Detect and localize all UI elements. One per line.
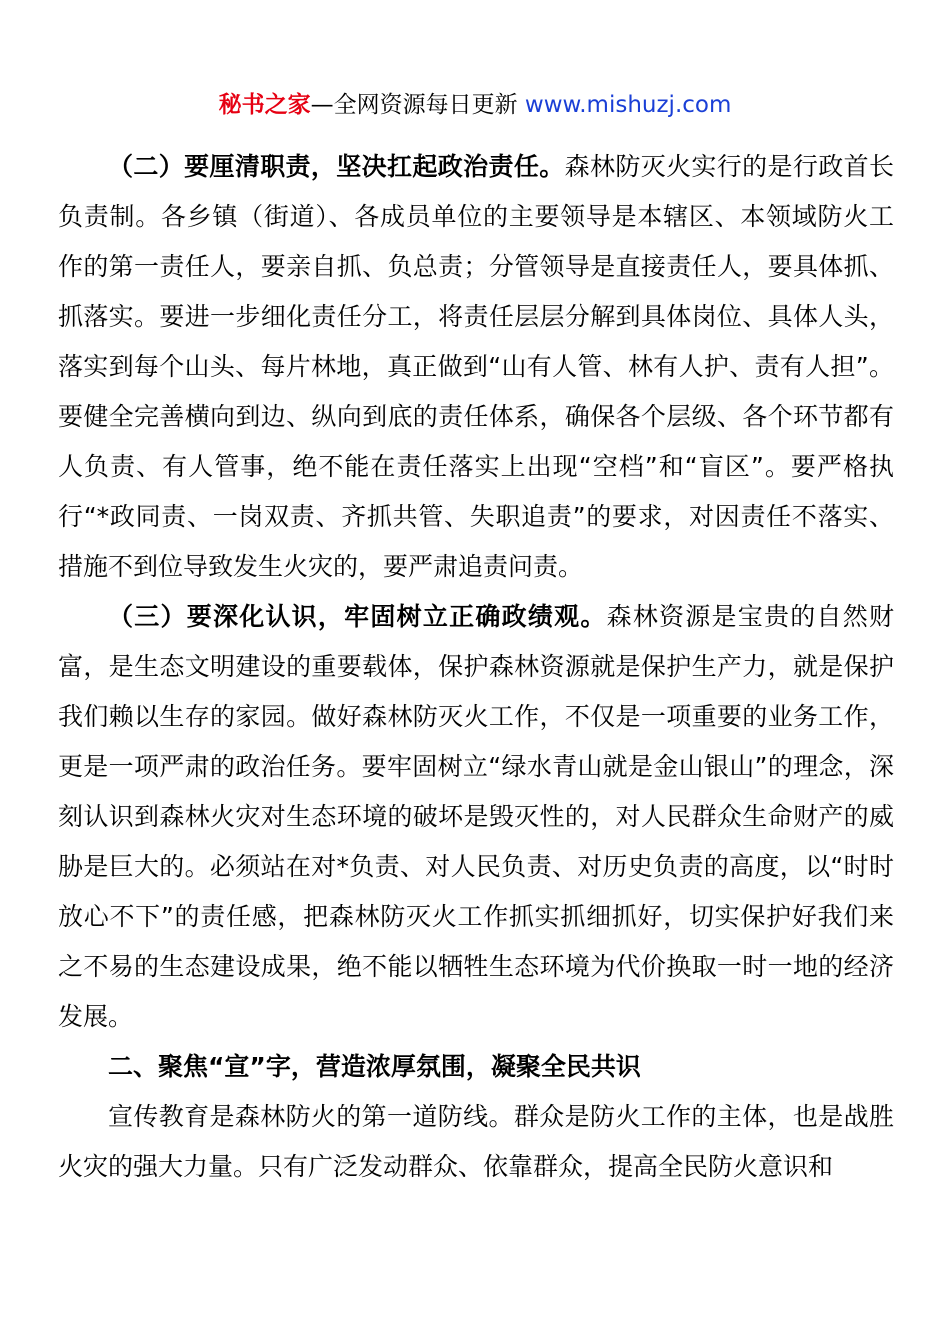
paragraph-text: 森林资源是宝贵的自然财富，是生态文明建设的重要载体，保护森林资源就是保护生产力，就是保护我们赖以生存的家园。做好森林防灭火工作，不仅是一项重要的业务工作，更是一项严肃的政治任务。要牢固树立“绿水青山就是金山银山”的理念，深刻认识到森林火灾对生态环境的破坏是毁灭性的，对人民群众生命财产的威胁是巨大的。必须站在对*负责、对人民负责、对历史负责的高度，以“时时放心不下”的责任感，把森林防灭火工作抓实抓细抓好，切实保护好我们来之不易的生态建设成果，绝不能以牺牲生态环境为代价换取一时一地的经济发展。 [58, 602, 894, 1031]
paragraph-lead: （二）要厘清职责，坚决扛起政治责任。 [108, 152, 565, 181]
paragraph-lead: （三）要深化认识，牢固树立正确政绩观。 [108, 602, 607, 631]
paragraph-responsibility [58, 142, 894, 592]
document-body [58, 142, 894, 1192]
site-header [0, 88, 950, 122]
section-heading: 二、聚焦“宣”字，营造浓厚氛围，凝聚全民共识 [108, 1052, 641, 1081]
paragraph-text: 森林防灭火实行的是行政首长负责制。各乡镇（街道）、各成员单位的主要领导是本辖区、本领域防火工作的第一责任人，要亲自抓、负总责；分管领导是直接责任人，要具体抓、抓落实。要进一步细化责任分工，将责任层层分解到具体岗位、具体人头，落实到每个山头、每片林地，真正做到“山有人管、林有人护、责有人担”。要健全完善横向到边、纵向到底的责任体系，确保各个层级、各个环节都有人负责、有人管事，绝不能在责任落实上出现“空档”和“盲区”。要严格执行“*政同责、一岗双责、齐抓共管、失职追责”的要求，对因责任不落实、措施不到位导致发生火灾的，要严肃追责问责。 [58, 152, 894, 581]
paragraph-publicity: 宣传教育是森林防火的第一道防线。群众是防火工作的主体，也是战胜火灾的强大力量。只有广泛发动群众、依靠群众，提高全民防火意识和 [58, 1102, 894, 1181]
brand-name: 秘书之家 [218, 92, 311, 118]
paragraph-awareness [58, 592, 894, 1042]
site-url-link[interactable]: www.mishuzj.com [524, 92, 732, 118]
header-tagline: —全网资源每日更新 [310, 92, 525, 118]
